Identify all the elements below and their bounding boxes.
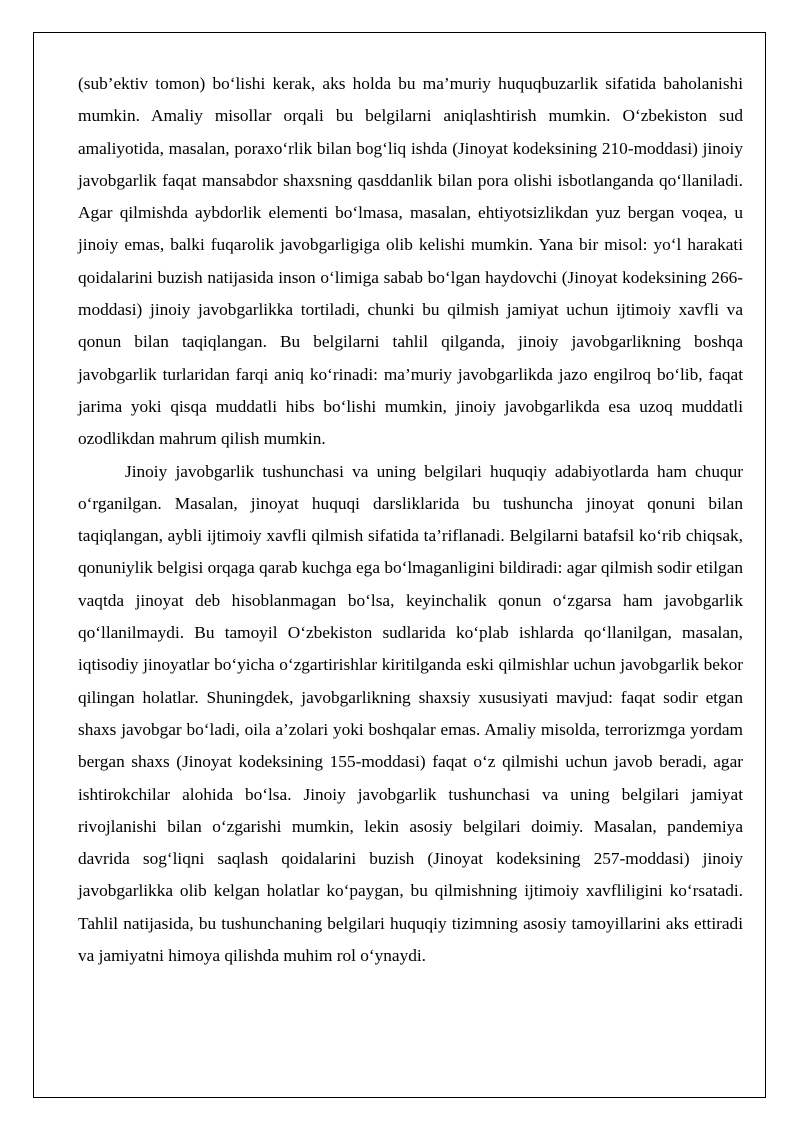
document-body bbox=[78, 68, 743, 972]
paragraph-2: Jinoiy javobgarlik tushunchasi va uning belgilari huquqiy adabiyotlarda ham chuqur o‘rganilgan. Masalan, jinoyat huquqi darsliklarida bu tushuncha jinoyat qonuni bilan taqiqlangan, aybli ijtimoiy xavfli qilmish sifatida ta’riflanadi. Belgilarni batafsil ko‘rib chiqsak, qonuniylik belgisi orqaga qarab kuchga ega bo‘lmaganligini bildiradi: agar qilmish sodir etilgan vaqtda jinoyat deb hisoblanmagan bo‘lsa, keyinchalik qonun o‘zgarsa ham javobgarlik qo‘llanilmaydi. Bu tamoyil O‘zbekiston sudlarida ko‘plab ishlarda qo‘llanilgan, masalan, iqtisodiy jinoyatlar bo‘yicha o‘zgartirishlar kiritilganda eski qilmishlar uchun javobgarlik bekor qilingan holatlar. Shuningdek, javobgarlikning shaxsiy xususiyati mavjud: faqat sodir etgan shaxs javobgar bo‘ladi, oila a’zolari yoki boshqalar emas. Amaliy misolda, terrorizmga yordam bergan shaxs (Jinoyat kodeksining 155-moddasi) faqat o‘z qilmishi uchun javob beradi, agar ishtirokchilar alohida bo‘lsa. Jinoiy javobgarlik tushunchasi va uning belgilari jamiyat rivojlanishi bilan o‘zgarishi mumkin, lekin asosiy belgilari doimiy. Masalan, pandemiya davrida sog‘liqni saqlash qoidalarini buzish (Jinoyat kodeksining 257-moddasi) jinoiy javobgarlikka olib kelgan holatlar ko‘paygan, bu qilmishning ijtimoiy xavfliligini ko‘rsatadi. Tahlil natijasida, bu tushunchaning belgilari huquqiy tizimning asosiy tamoyillarini aks ettiradi va jamiyatni himoya qilishda muhim rol o‘ynaydi. bbox=[78, 461, 743, 966]
paragraph-1: (sub’ektiv tomon) bo‘lishi kerak, aks holda bu ma’muriy huquqbuzarlik sifatida baholanishi mumkin. Amaliy misollar orqali bu belgilarni aniqlashtirish mumkin. O‘zbekiston sud amaliyotida, masalan, poraxo‘rlik bilan bog‘liq ishda (Jinoyat kodeksining 210-moddasi) jinoiy javobgarlik faqat mansabdor shaxsning qasddanlik bilan pora olishi isbotlanganda qo‘llaniladi. Agar qilmishda aybdorlik elementi bo‘lmasa, masalan, ehtiyotsizlikdan yuz bergan voqea, u jinoiy emas, balki fuqarolik javobgarligiga olib kelishi mumkin. Yana bir misol: yo‘l harakati qoidalarini buzish natijasida inson o‘limiga sabab bo‘lgan haydovchi (Jinoyat kodeksining 266-moddasi) jinoiy javobgarlikka tortiladi, chunki bu qilmish jamiyat uchun ijtimoiy xavfli va qonun bilan taqiqlangan. Bu belgilarni tahlil qilganda, jinoiy javobgarlikning boshqa javobgarlik turlaridan farqi aniq ko‘rinadi: ma’muriy javobgarlikda jazo engilroq bo‘lib, faqat jarima yoki qisqa muddatli hibs bo‘lishi mumkin, jinoiy javobgarlikda esa uzoq muddatli ozodlikdan mahrum qilish mumkin. bbox=[78, 74, 743, 449]
